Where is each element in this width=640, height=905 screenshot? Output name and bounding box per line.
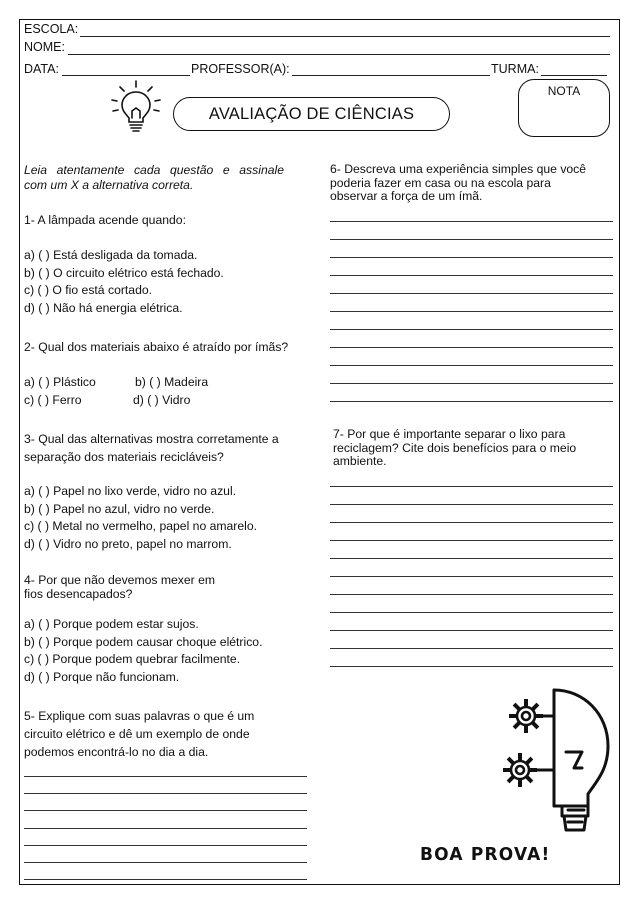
- turma-field[interactable]: [541, 75, 607, 76]
- q1-option-b[interactable]: b) ( ) O circuito elétrico está fechado.: [24, 265, 224, 280]
- answer-line[interactable]: [330, 383, 613, 384]
- q4-option-b[interactable]: b) ( ) Porque podem causar choque elétrico.: [24, 634, 263, 649]
- professor-label: PROFESSOR(A):: [191, 62, 290, 76]
- turma-label: TURMA:: [491, 62, 539, 76]
- boa-prova-text: BOA PROVA!: [420, 844, 551, 866]
- q6-line: poderia fazer em casa ou na escola para: [330, 175, 551, 190]
- question-4: [24, 573, 215, 601]
- q4-option-c[interactable]: c) ( ) Porque podem quebrar facilmente.: [24, 652, 241, 666]
- q2-option-b[interactable]: b) ( ) Madeira: [135, 375, 209, 389]
- q3-option-a[interactable]: a) ( ) Papel no lixo verde, vidro no azul.: [24, 484, 237, 498]
- answer-line[interactable]: [330, 221, 613, 222]
- q3-options: [24, 483, 257, 553]
- lightbulb-icon: [106, 78, 166, 136]
- question-3: [24, 430, 279, 466]
- answer-line[interactable]: [330, 540, 613, 541]
- q2-option-d[interactable]: d) ( ) Vidro: [133, 393, 191, 407]
- answer-line[interactable]: [330, 504, 613, 505]
- q1-option-a[interactable]: a) ( ) Está desligada da tomada.: [24, 248, 198, 262]
- question-5: [24, 707, 254, 761]
- answer-line[interactable]: [330, 365, 613, 366]
- answer-line[interactable]: [330, 486, 613, 487]
- nome-field[interactable]: [68, 54, 610, 55]
- answer-line[interactable]: [330, 311, 613, 312]
- q4-line: 4- Por que não devemos mexer em: [24, 573, 216, 587]
- answer-line[interactable]: [330, 594, 613, 595]
- q4-option-d[interactable]: d) ( ) Porque não funcionam.: [24, 669, 180, 684]
- instructions-line: Leia atentamente cada questão e assinale: [24, 163, 284, 177]
- answer-line[interactable]: [24, 862, 307, 863]
- answer-line[interactable]: [330, 612, 613, 613]
- answer-line[interactable]: [24, 879, 307, 880]
- q1-option-c[interactable]: c) ( ) O fio está cortado.: [24, 283, 153, 297]
- q1-option-d[interactable]: d) ( ) Não há energia elétrica.: [24, 300, 183, 315]
- answer-line[interactable]: [24, 810, 307, 811]
- nota-box[interactable]: [518, 79, 610, 137]
- q5-line: circuito elétrico e dê um exemplo de onde: [24, 727, 250, 741]
- answer-line[interactable]: [330, 576, 613, 577]
- q3-option-c[interactable]: c) ( ) Metal no vermelho, papel no amarelo.: [24, 519, 258, 533]
- q3-line: separação dos materiais recicláveis?: [24, 450, 224, 464]
- answer-line[interactable]: [330, 275, 613, 276]
- answer-line[interactable]: [330, 239, 613, 240]
- instructions-line: com um X a alternativa correta.: [24, 178, 194, 192]
- answer-line[interactable]: [330, 648, 613, 649]
- answer-line[interactable]: [330, 293, 613, 294]
- escola-field[interactable]: [80, 36, 610, 37]
- answer-line[interactable]: [330, 558, 613, 559]
- answer-line[interactable]: [24, 828, 307, 829]
- instructions: [24, 163, 284, 193]
- answer-line[interactable]: [330, 329, 613, 330]
- data-label: DATA:: [24, 62, 59, 76]
- question-1: 1- A lâmpada acende quando:: [24, 213, 186, 227]
- q4-options: [24, 616, 262, 686]
- data-field[interactable]: [62, 75, 190, 76]
- lightbulb-gears-icon: [492, 684, 616, 840]
- q2-option-c[interactable]: c) ( ) Ferro: [24, 393, 82, 407]
- nota-label: NOTA: [547, 84, 581, 98]
- answer-line[interactable]: [330, 401, 613, 402]
- question-6: [330, 163, 586, 204]
- nome-label: NOME:: [24, 40, 65, 54]
- page-title: AVALIAÇÃO DE CIÊNCIAS: [173, 97, 450, 131]
- q6-line: 6- Descreva uma experiência simples que você: [330, 162, 587, 176]
- answer-line[interactable]: [24, 793, 307, 794]
- answer-line[interactable]: [330, 630, 613, 631]
- answer-line[interactable]: [330, 257, 613, 258]
- answer-line[interactable]: [330, 522, 613, 523]
- q3-option-d[interactable]: d) ( ) Vidro no preto, papel no marrom.: [24, 536, 232, 551]
- q4-line: fios desencapados?: [24, 587, 133, 601]
- q6-line: observar a força de um ímã.: [330, 189, 483, 203]
- q3-option-b[interactable]: b) ( ) Papel no azul, vidro no verde.: [24, 501, 215, 516]
- q7-line: 7- Por que é importante separar o lixo para: [333, 427, 566, 441]
- q7-line: ambiente.: [333, 454, 387, 468]
- answer-line[interactable]: [330, 347, 613, 348]
- answer-line[interactable]: [24, 845, 307, 846]
- q5-line: podemos encontrá-lo no dia a dia.: [24, 745, 209, 759]
- q2-option-a[interactable]: a) ( ) Plástico: [24, 375, 96, 389]
- escola-label: ESCOLA:: [24, 22, 79, 36]
- q3-line: 3- Qual das alternativas mostra corretamente a: [24, 432, 279, 446]
- q4-option-a[interactable]: a) ( ) Porque podem estar sujos.: [24, 617, 199, 631]
- answer-line[interactable]: [330, 666, 613, 667]
- question-7: [333, 428, 576, 469]
- q7-line: reciclagem? Cite dois benefícios para o meio: [333, 440, 577, 455]
- professor-field[interactable]: [292, 75, 490, 76]
- question-2: 2- Qual dos materiais abaixo é atraído por ímãs?: [24, 340, 289, 354]
- answer-line[interactable]: [24, 776, 307, 777]
- q1-options: [24, 247, 224, 317]
- q5-line: 5- Explique com suas palavras o que é um: [24, 709, 255, 723]
